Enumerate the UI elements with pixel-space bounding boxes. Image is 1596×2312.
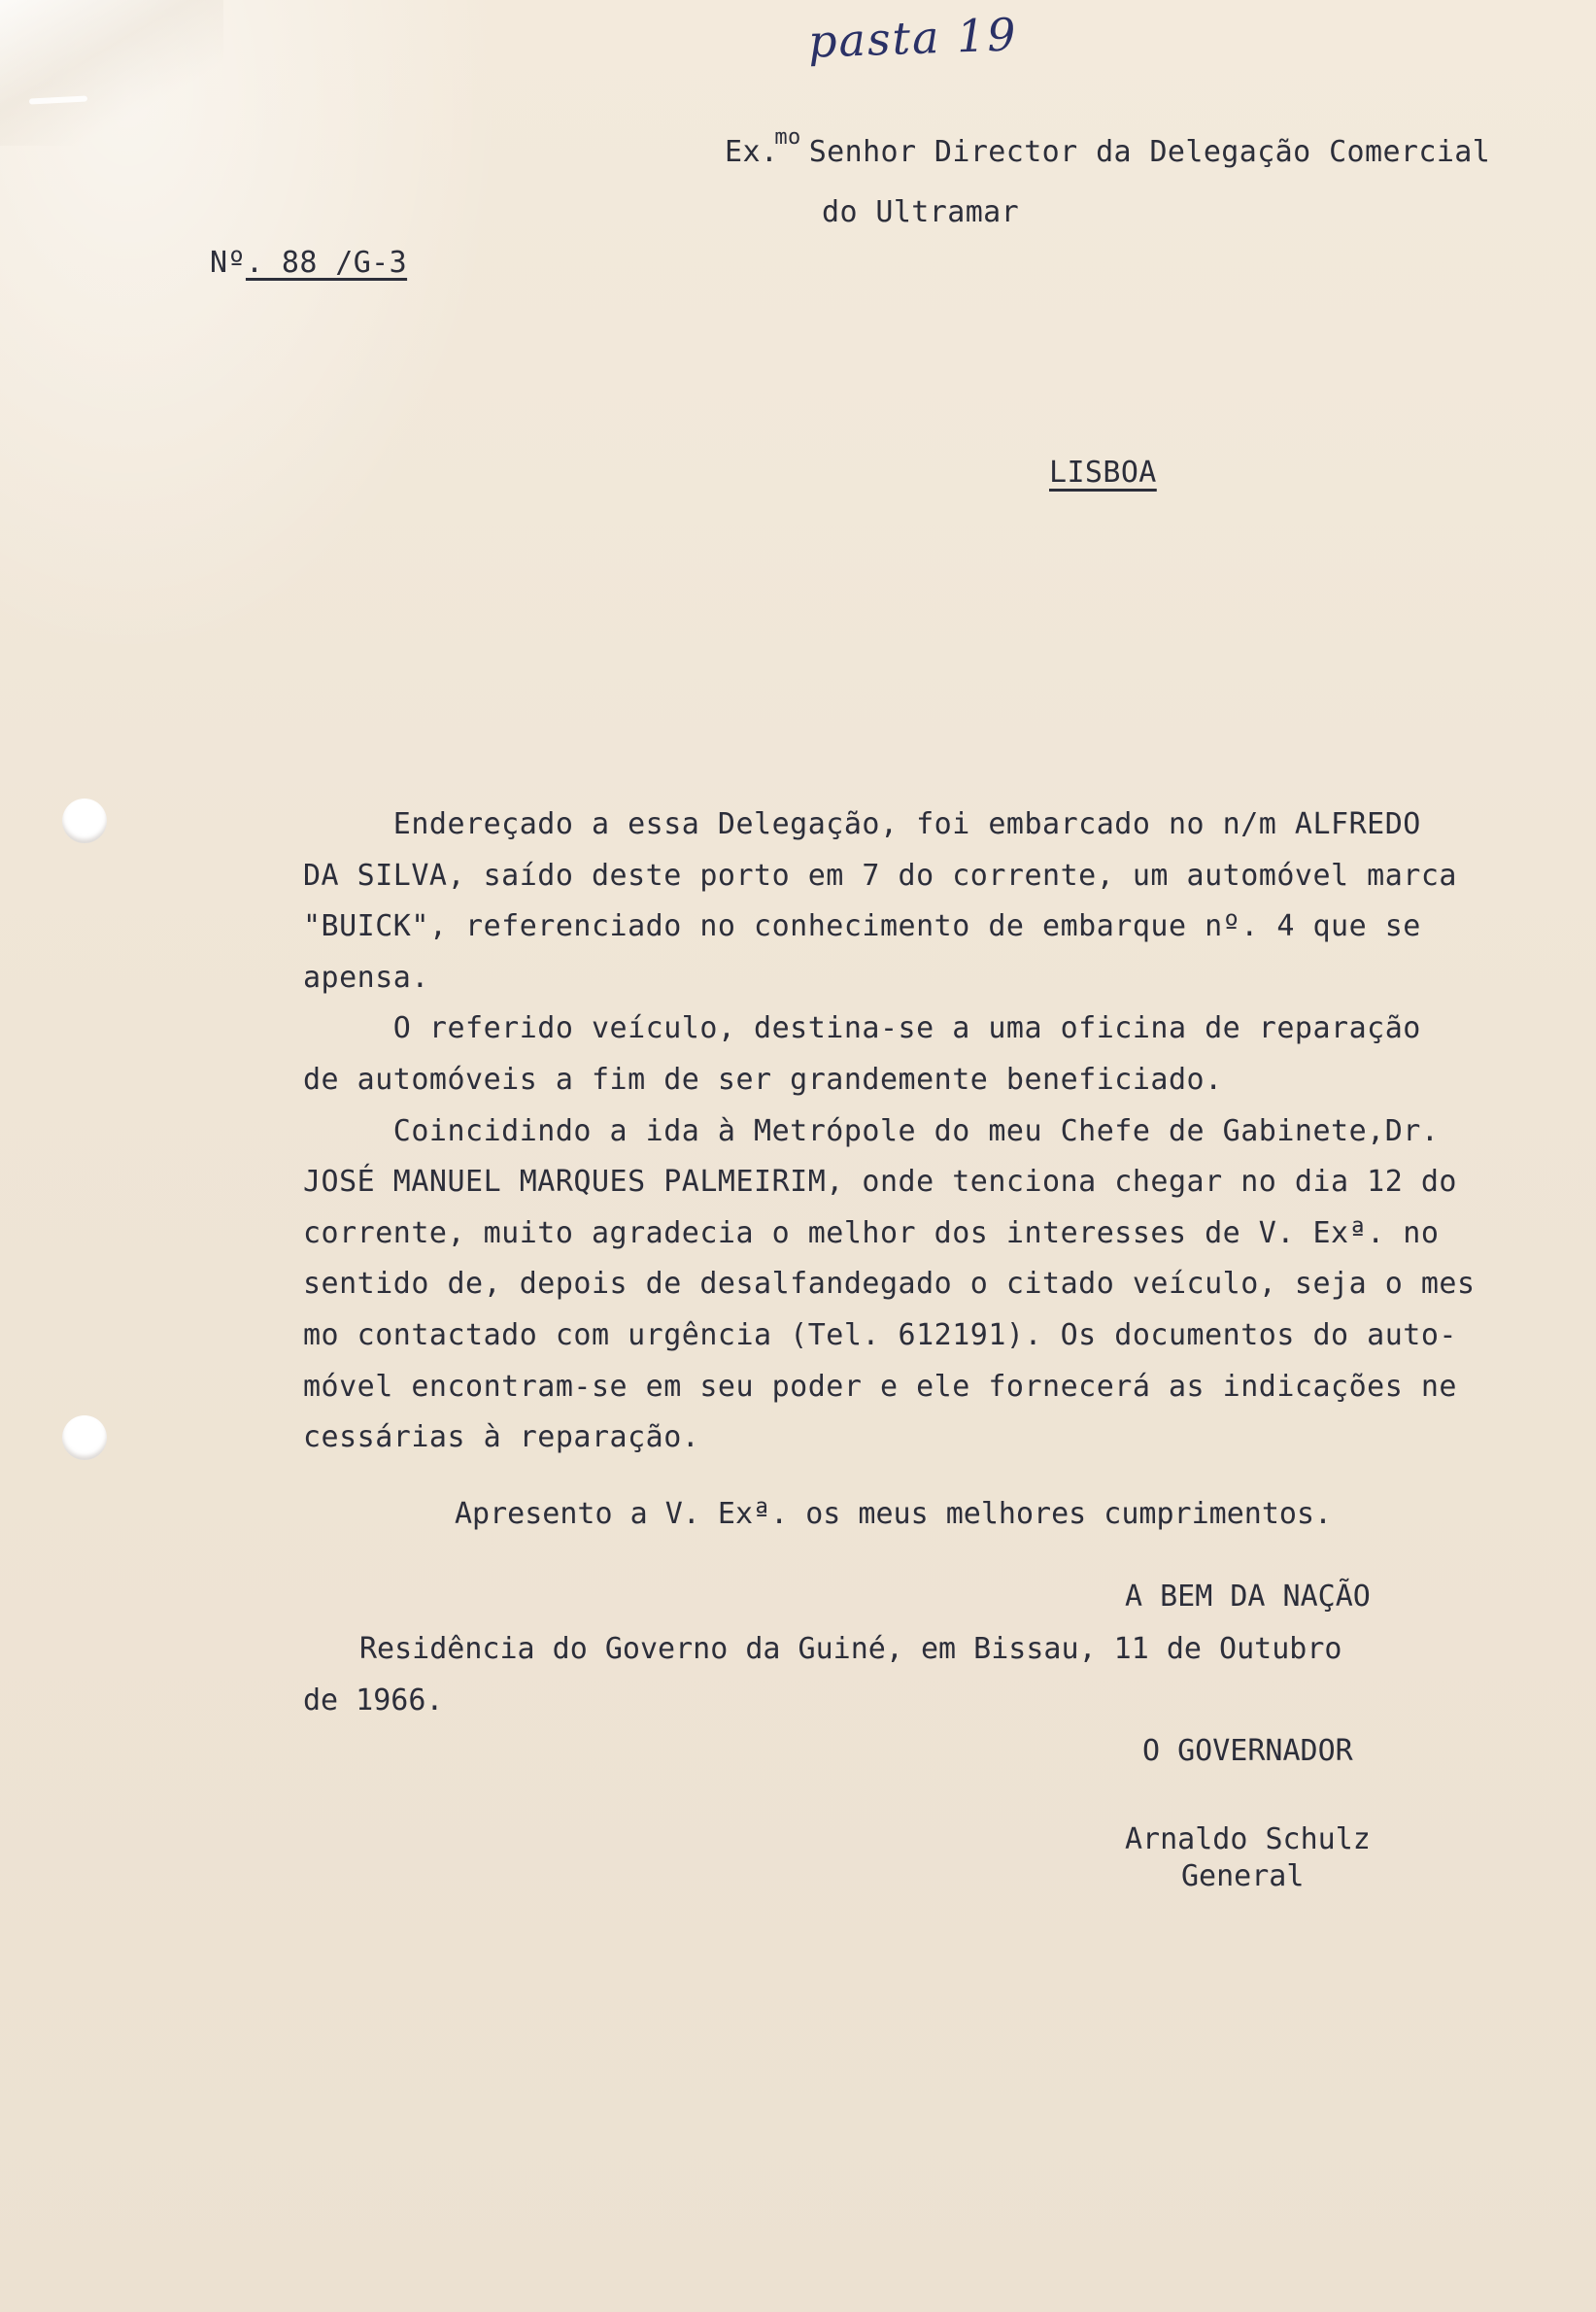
signer-title: O GOVERNADOR [1142,1734,1353,1768]
reference-number [210,237,407,289]
salutation [725,126,1490,178]
folded-corner [0,0,223,146]
body-line: móvel encontram-se em seu poder e ele fornecerá as indicações ne [303,1369,1457,1404]
body-line: Endereçado a essa Delegação, foi embarcado no n/m ALFREDO [303,807,1421,841]
place-date-line-1: Residência do Governo da Guiné, em Bissau, 11 de Outubro [359,1632,1342,1666]
body-line: DA SILVA, saído deste porto em 7 do corrente, um automóvel marca [303,858,1457,893]
body-line: de automóveis a fim de ser grandemente beneficiado. [303,1063,1223,1097]
body-line: cessárias à reparação. [303,1420,700,1455]
addressee-line-2: do Ultramar [822,195,1020,229]
reference-value: . 88 /G-3 [245,246,408,280]
punch-hole-top [62,799,107,843]
motto: A BEM DA NAÇÃO [1125,1580,1371,1614]
body-line: mo contactado com urgência (Tel. 612191). Os documentos do auto- [303,1318,1457,1352]
body-line: sentido de, depois de desalfandegado o citado veículo, seja o mes [303,1267,1476,1302]
signer-rank: General [1181,1859,1305,1893]
body-line: Coincidindo a ida à Metrópole do meu Chefe de Gabinete,Dr. [303,1113,1440,1148]
addressee-line-1: Senhor Director da Delegação Comercial [808,135,1491,169]
destination-city: LISBOA [1049,456,1157,490]
body-line: JOSÉ MANUEL MARQUES PALMEIRIM, onde tenciona chegar no dia 12 do [303,1165,1457,1200]
body-line: "BUICK", referenciado no conhecimento de embarque nº. 4 que se [303,909,1421,944]
salutation-superscript: mo [774,125,801,150]
signer-name: Arnaldo Schulz [1125,1822,1371,1856]
punch-hole-bottom [62,1415,107,1460]
place-date-line-2: de 1966. [303,1683,444,1717]
reference-prefix: Nº [210,246,246,280]
body-line: O referido veículo, destina-se a uma oficina de reparação [303,1011,1421,1046]
salutation-prefix: Ex. [725,135,779,169]
handwritten-annotation: pasta 19 [807,8,1019,68]
body-line: apensa. [303,960,429,995]
closing-line: Apresento a V. Exª. os meus melhores cumprimentos. [455,1497,1333,1531]
body-line: corrente, muito agradecia o melhor dos interesses de V. Exª. no [303,1215,1440,1250]
